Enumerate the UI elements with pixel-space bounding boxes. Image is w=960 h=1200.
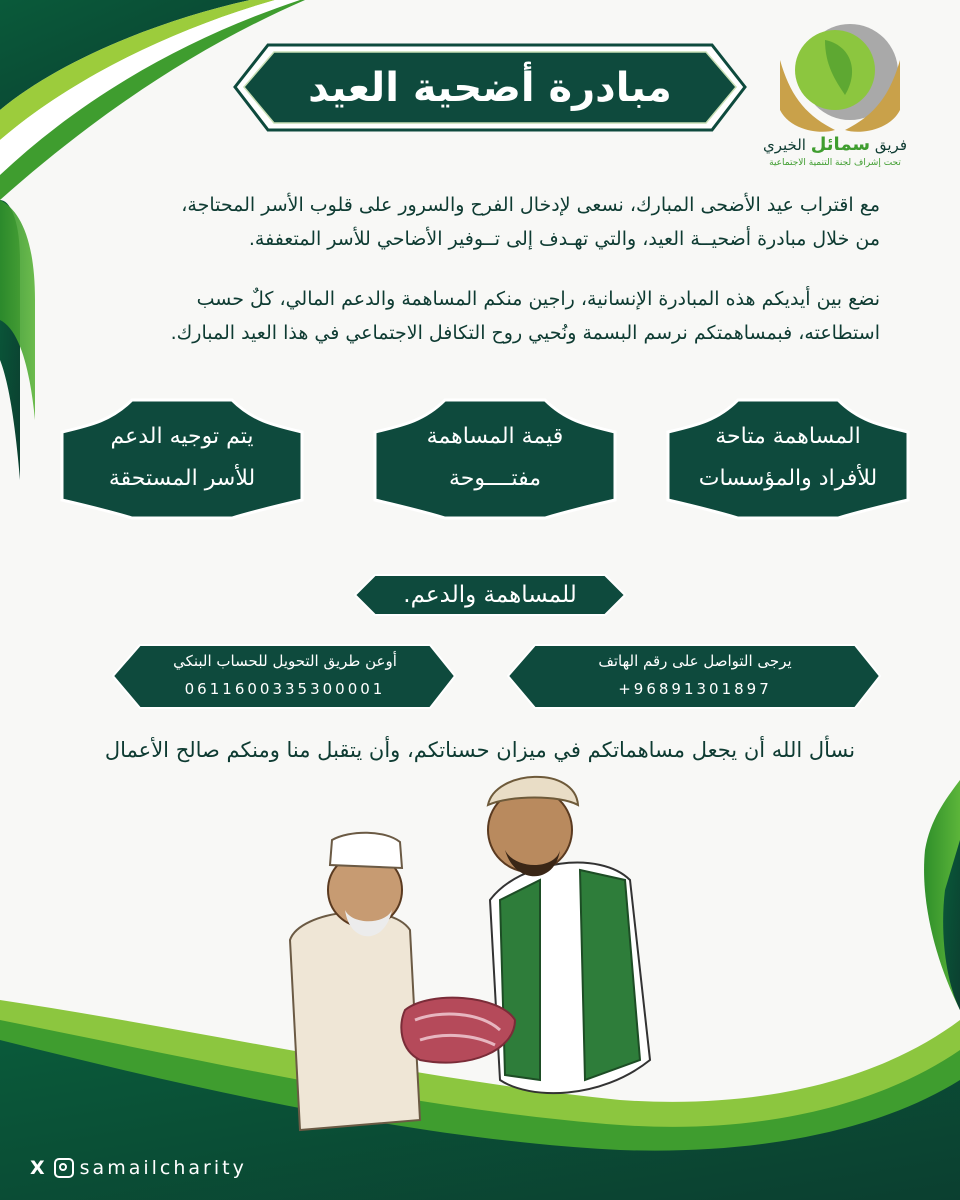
badge-3-line-1: يتم توجيه الدعم: [110, 424, 254, 449]
appeal-line-1: نضع بين أيديكم هذه المبادرة الإنسانية، راجين منكم المساهمة والدعم المالي، كلٌ حسب: [196, 288, 880, 310]
logo-name-suffix: الخيري: [762, 136, 806, 154]
appeal-paragraph: [80, 282, 880, 350]
intro-line-2: من خلال مبادرة أضحيــة العيد، والتي تهـدف إلى تــوفير الأضاحي للأسر المتعففة.: [248, 228, 880, 250]
intro-paragraph: [80, 188, 880, 256]
illustration: [290, 777, 650, 1130]
phone-number[interactable]: +96891301897: [618, 680, 772, 698]
x-icon[interactable]: X: [30, 1157, 48, 1179]
intro-line-1: مع اقتراب عيد الأضحى المبارك، نسعى لإدخال الفرح والسرور على قلوب الأسر المحتاجة،: [181, 194, 880, 216]
social-handle[interactable]: samailcharity: [79, 1157, 247, 1179]
logo-subtitle: تحت إشراف لجنة التنمية الاجتماعية: [769, 158, 901, 168]
logo-name: [760, 134, 910, 155]
badge-1-line-2: للأفراد والمؤسسات: [698, 466, 878, 491]
logo-name-prefix: فريق: [874, 136, 908, 154]
badge-contribution-value: [375, 416, 615, 500]
badge-1-line-1: المساهمة متاحة: [715, 424, 861, 449]
appeal-line-2: استطاعته، فبمساهمتكم نرسم البسمة ونُحيي روح التكافل الاجتماعي في هذا العيد المبارك.: [170, 322, 880, 344]
contribute-heading: للمساهمة والدعم.: [403, 582, 577, 608]
phone-label: يرجى التواصل على رقم الهاتف: [598, 652, 792, 670]
logo-mark: [780, 24, 900, 132]
badge-2-line-1: قيمة المساهمة: [426, 424, 564, 449]
bank-label: أوعن طريق التحويل للحساب البنكي: [173, 652, 397, 670]
instagram-icon[interactable]: [54, 1158, 74, 1178]
closing-prayer: نسأل الله أن يجعل مساهماتكم في ميزان حسناتكم، وأن يتقبل منا ومنكم صالح الأعمال: [104, 738, 856, 762]
badge-open-contribution: [668, 416, 908, 500]
badge-2-line-2: مفتــــوحة: [448, 466, 542, 491]
badge-support-direction: [62, 416, 302, 500]
social-bar: [30, 1152, 247, 1184]
page-title: مبادرة أضحية العيد: [308, 65, 672, 111]
logo-name-main: سمائل: [810, 134, 871, 155]
bank-account-number[interactable]: 0611600335300001: [184, 680, 386, 698]
badge-3-line-2: للأسر المستحقة: [108, 466, 256, 491]
